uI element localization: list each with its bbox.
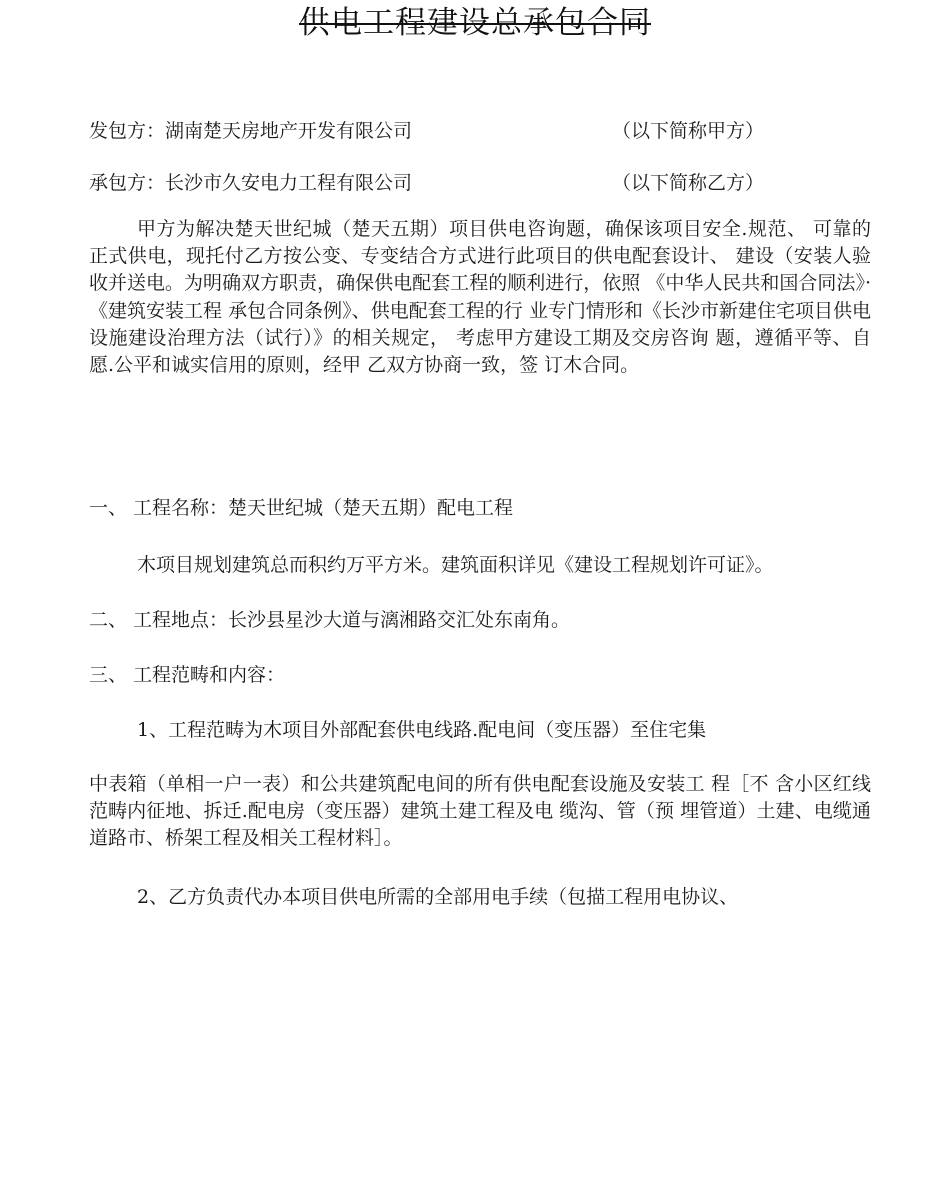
section-1-text: 木项目规划建筑总而积约万平方米。建筑面积详见《建设工程规划许可证》。 — [137, 554, 774, 576]
item-1-continuation: 中表箱（单相一户一表）和公共建筑配电间的所有供电配套设施及安装工 程［不 含小区红线范畴内征地、拆迁.配电房（变压器）建筑土建工程及电 缆沟、管（预 埋管道）土建、电缆通道路市、桥架工程及相关工程材料］。 — [89, 773, 871, 850]
party-a-line: 发包方：湖南楚天房地产开发有限公司 — [89, 120, 413, 142]
party-b-note: （以下简称乙方） — [612, 172, 765, 194]
item-2-first-line: 2、乙方负责代办本项目供电所需的全部用电手续（包描工程用电协议、 — [137, 886, 739, 908]
section-1-heading: 一、 工程名称：楚天世纪城（楚天五期）配电工程 — [89, 497, 514, 519]
party-b-line: 承包方：长沙市久安电力工程有限公司 — [89, 172, 413, 194]
preamble-paragraph: 甲方为解决楚天世纪城（楚天五期）项目供电咨询题，确保该项目安全.规范、 可靠的正式供电，现托付乙方按公变、专变结合方式进行此项目的供电配套设计、 建设（安装人验收并送电。为明确双方职责，确保供电配套工程的顺利进行，依照 《中华人民共和国合同法》·《建筑安装工程 承包合同条例》、供电配套工程的行 业专门情形和《长沙市新建住宅项目供电设施建设治理方法（试行）》的相关规定， 考虑甲方建设工期及交房咨询 题，遵循平等、自愿.公平和诚实信用的原则，经甲 乙双方协商一致，签 订木合同。 — [89, 218, 871, 377]
item-1-first-line: 1、工程范畴为木项目外部配套供电线路.配电间（变压器）至住宅集 — [137, 719, 707, 741]
section-3-heading: 三、 工程范畴和内容： — [89, 664, 286, 686]
section-2-heading: 二、 工程地点：长沙县星沙大道与漓湘路交汇处东南角。 — [89, 609, 571, 631]
document-title: 供电工程建设总承包合同 — [299, 5, 651, 41]
party-a-note: （以下简称甲方） — [612, 120, 765, 142]
